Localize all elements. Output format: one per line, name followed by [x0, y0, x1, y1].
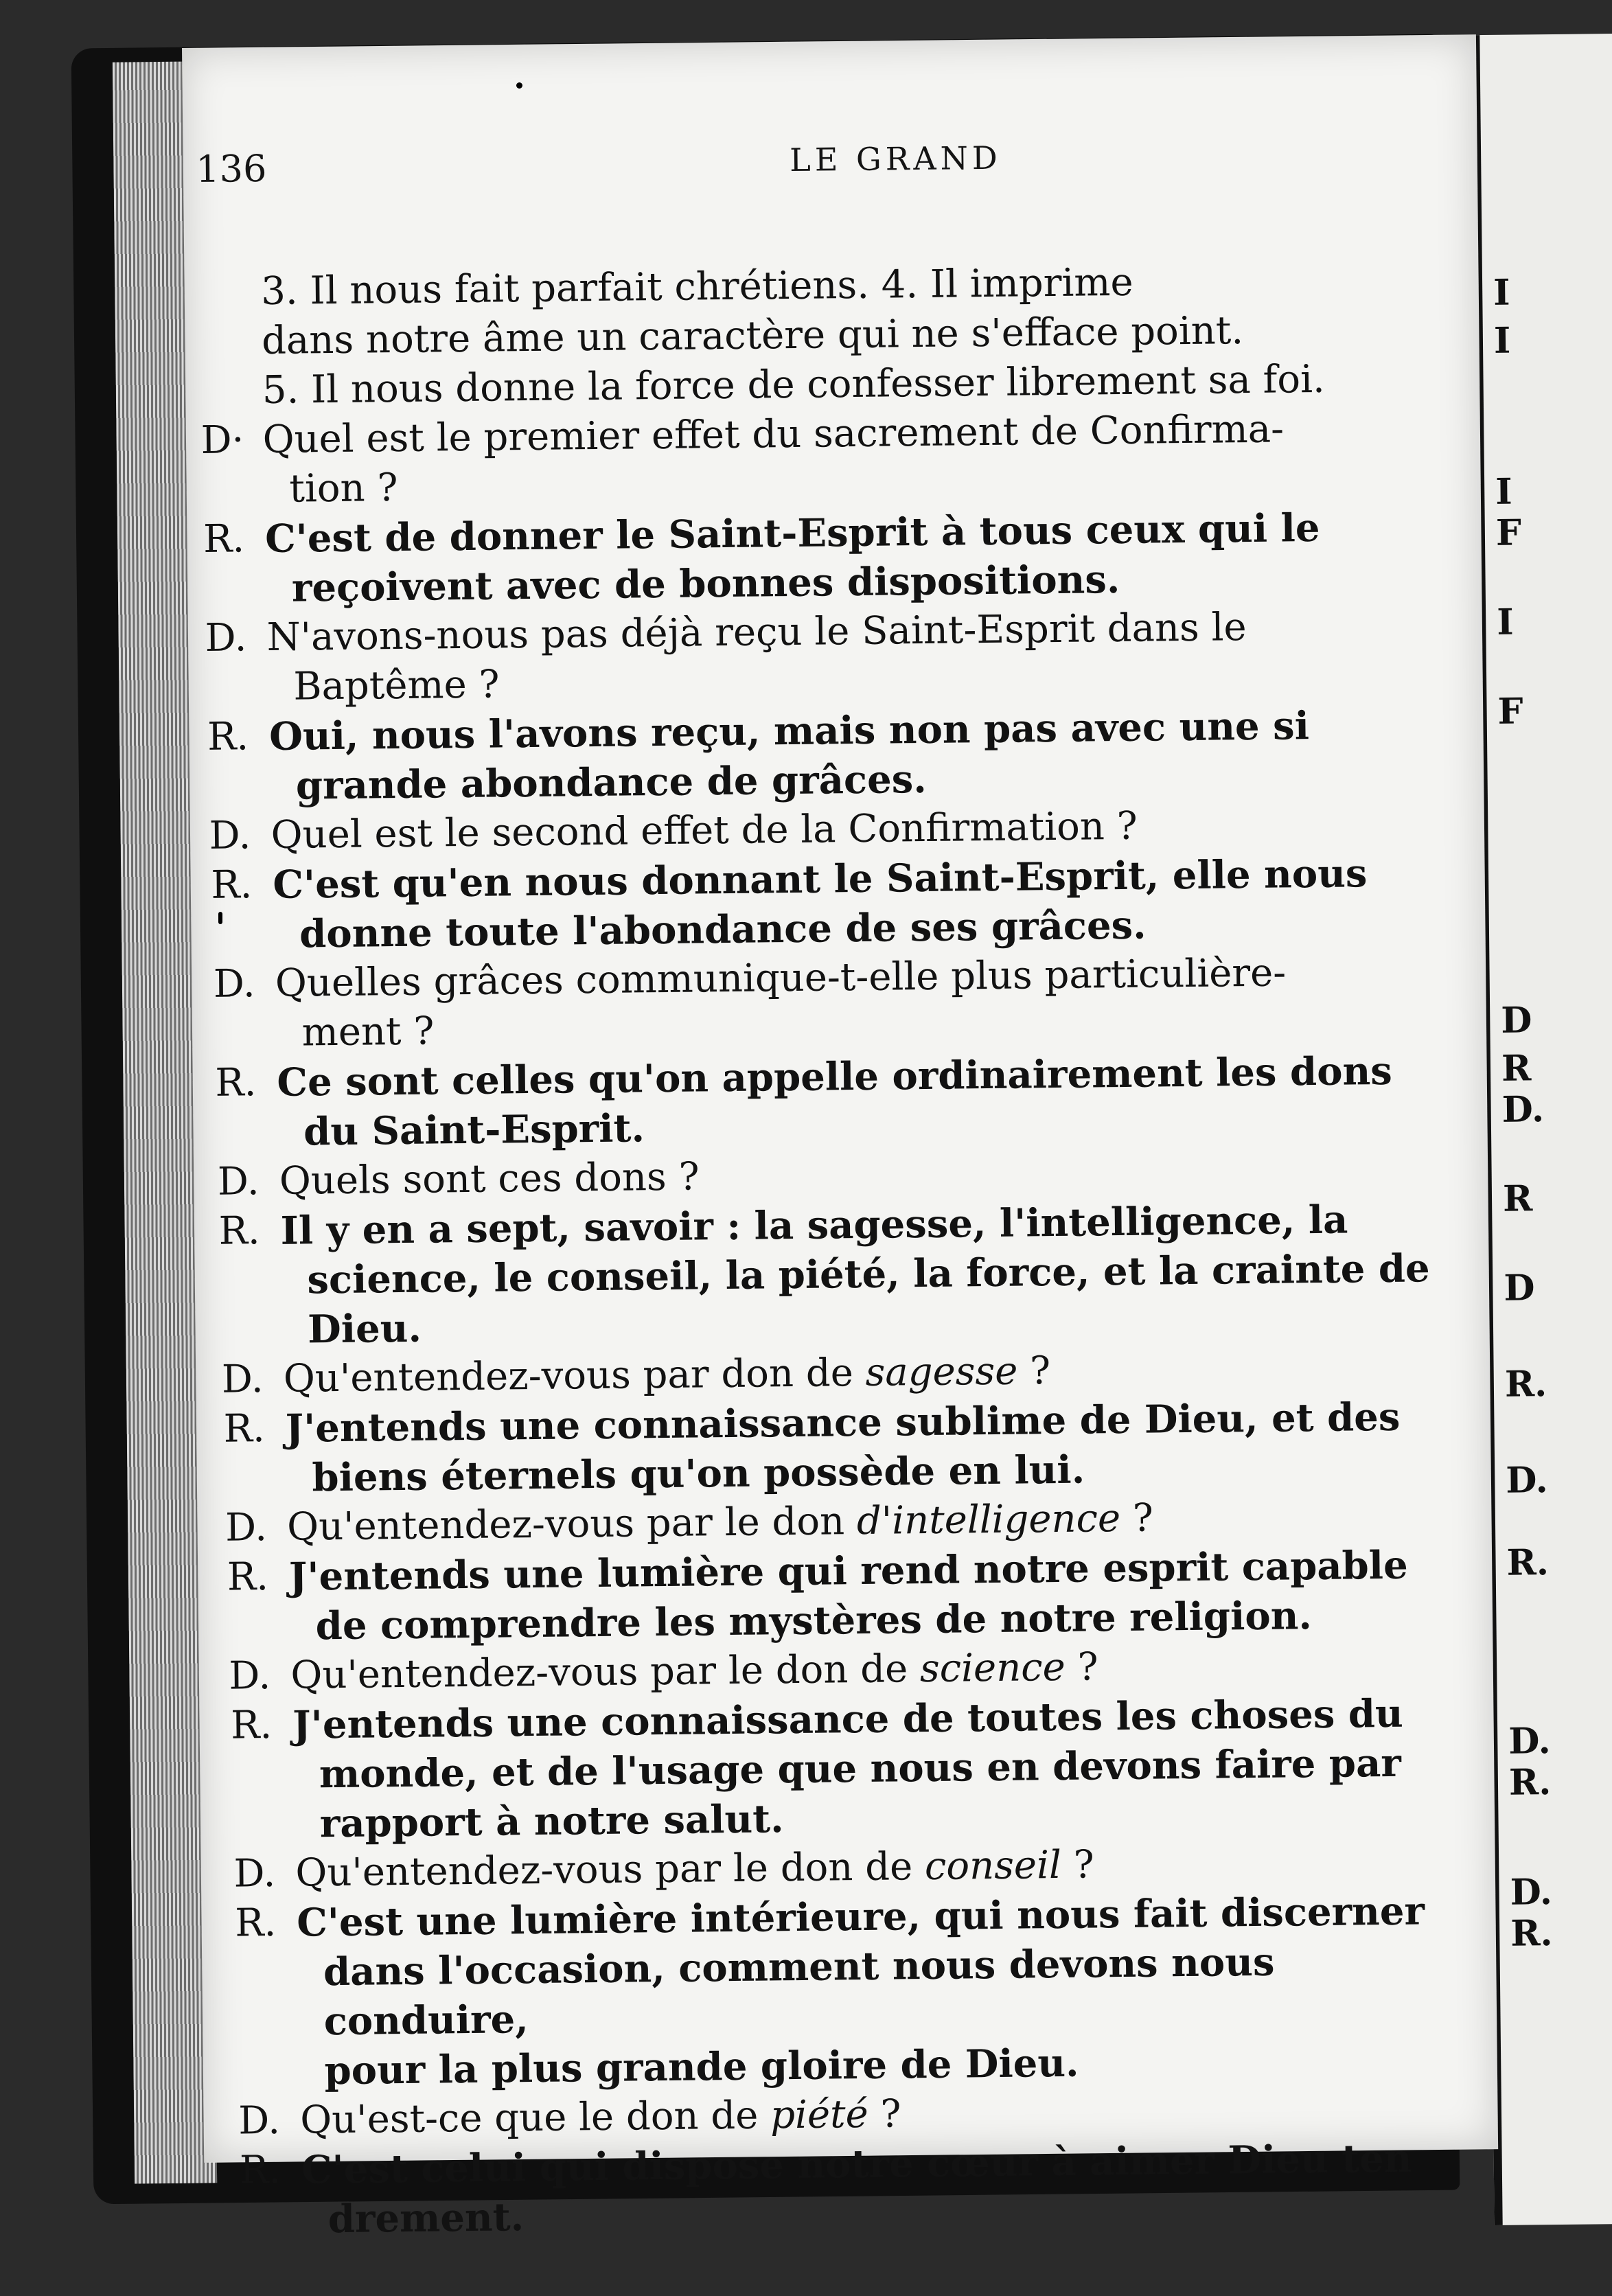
answer-entry [207, 700, 1433, 812]
entry-line: Quelles grâces communique-t-elle plus particulière- [275, 950, 1287, 1006]
running-head: LE GRAND [789, 139, 1002, 179]
italic-term: sagesse [865, 1348, 1018, 1395]
facing-page-fragment: R. [1510, 1912, 1553, 1955]
entry-punctuation: ? [1120, 1495, 1154, 1541]
italic-term: science [919, 1644, 1066, 1692]
facing-page-fragment: R. [1504, 1363, 1547, 1405]
intro-paragraph [199, 255, 1429, 416]
answer-entry [218, 1194, 1439, 1355]
facing-page-fragment: R [1501, 1047, 1532, 1090]
answer-entry [235, 1886, 1447, 2096]
entry-line: N'avons-nous pas déjà reçu le Saint-Esprit dans le [266, 605, 1247, 660]
question-answer-list [200, 403, 1449, 2245]
facing-page-fragment: D. [1510, 1871, 1553, 1914]
entry-line: Oui, nous l'avons reçu, mais non pas avec une si [268, 703, 1310, 759]
catechism-text [199, 255, 1449, 2245]
intro-line: 5. Il nous donne la force de confesser librement sa foi. [262, 356, 1326, 413]
entry-line: J'entends une connaissance sublime de Dieu, et des [285, 1394, 1401, 1451]
entry-text: Qu'entendez-vous par le don de [290, 1646, 921, 1698]
entry-line: Quel est le premier effet du sacrement de Confirma- [262, 406, 1285, 463]
entry-continuation-line: grande abondance de grâces. [295, 756, 928, 809]
entry-line: Quels sont ces dons ? [279, 1154, 700, 1204]
entry-text: Qu'entendez-vous par don de [283, 1350, 866, 1401]
facing-page-fragment: D [1501, 999, 1532, 1042]
italic-term: conseil [924, 1842, 1062, 1890]
entry-text: Qu'entendez-vous par le don [286, 1499, 857, 1550]
entry-text: Qu'entendez-vous par le don de [295, 1844, 925, 1896]
entry-text: Qu'est-ce que le don de [299, 2093, 771, 2143]
facing-page-fragment: F [1497, 690, 1523, 733]
italic-term: piété [770, 2091, 869, 2138]
entry-line: Il y en a sept, savoir : la sagesse, l'intelligence, la [280, 1197, 1348, 1254]
speaker-label: D. [205, 615, 247, 661]
facing-page-fragment: D [1504, 1267, 1535, 1309]
speaker-label: R. [230, 1703, 273, 1748]
entry-continuation-line: pour la plus grande gloire de Dieu. [324, 2040, 1079, 2094]
speaker-label: R. [234, 1900, 277, 1946]
entry-continuation-line: drement. [327, 2194, 525, 2242]
question-entry [214, 947, 1436, 1059]
answer-entry [240, 2133, 1449, 2245]
entry-punctuation: ? [1061, 1842, 1094, 1887]
facing-page-fragment: F [1495, 512, 1522, 554]
answer-entry [211, 848, 1435, 960]
page-header [196, 135, 1425, 209]
entry-continuation-line: rapport à notre salut. [319, 1796, 784, 1847]
speaker-label: D. [213, 961, 255, 1007]
entry-continuation-line: de comprendre les mystères de notre religion. [315, 1593, 1313, 1649]
entry-line: Quel est le second effet de la Confirmation ? [270, 803, 1138, 858]
speaker-label: D. [224, 1505, 268, 1550]
entry-continuation-line: du Saint-Esprit. [303, 1105, 645, 1155]
entry-continuation-line: biens éternels qu'on possède en lui. [312, 1447, 1085, 1501]
entry-punctuation: ? [1065, 1644, 1098, 1690]
facing-page-fragment: I [1495, 470, 1512, 513]
question-entry [205, 601, 1432, 713]
entry-line: Ce sont celles qu'on appelle ordinairement les dons [277, 1048, 1393, 1105]
entry-continuation-line: ment ? [301, 1009, 435, 1055]
entry-punctuation: ? [868, 2091, 901, 2137]
speaker-label: R. [215, 1060, 257, 1105]
ink-speck [218, 912, 222, 924]
entry-line: C'est qu'en nous donnant le Saint-Esprit, elle nous [273, 851, 1368, 908]
entry-punctuation: ? [1017, 1348, 1051, 1394]
entry-line: J'entends une lumière qui rend notre esprit capable [288, 1542, 1408, 1600]
facing-page-fragment: I [1493, 319, 1511, 362]
ink-speck [516, 82, 522, 89]
entry-line: J'entends une connaissance de toutes les choses du [292, 1690, 1404, 1748]
speaker-label: R. [223, 1406, 266, 1451]
speaker-label: D. [217, 1159, 260, 1204]
speaker-label: D. [238, 2098, 281, 2144]
facing-page-fragment: D. [1508, 1720, 1551, 1763]
answer-entry [231, 1688, 1444, 1849]
speaker-label: D. [233, 1850, 276, 1896]
intro-line: 3. Il nous fait parfait chrétiens. 4. Il imprime [261, 260, 1133, 314]
facing-page-fragment: I [1496, 601, 1514, 643]
speaker-label: D. [209, 813, 251, 858]
speaker-label: R. [239, 2147, 281, 2193]
facing-page-fragment: R. [1508, 1761, 1552, 1804]
entry-continuation-line: Dieu. [307, 1305, 422, 1353]
speaker-label: D. [221, 1357, 264, 1402]
answer-entry [215, 1046, 1437, 1158]
speaker-label: R. [207, 714, 249, 759]
speaker-label: R. [227, 1554, 269, 1600]
question-entry [200, 403, 1430, 515]
speaker-label: R. [218, 1208, 261, 1254]
answer-entry [203, 502, 1431, 614]
intro-line: dans notre âme un caractère qui ne s'efface point. [261, 308, 1244, 364]
entry-continuation-line: Baptême ? [293, 662, 500, 709]
facing-page-fragment: I [1493, 271, 1510, 314]
speaker-label: R. [203, 516, 245, 562]
entry-continuation-line: dans l'occasion, comment nous devons nous conduire, [323, 1939, 1275, 2045]
facing-page-fragment: R. [1506, 1541, 1550, 1584]
entry-line: C'est de donner le Saint-Esprit à tous ceux qui le [264, 505, 1320, 562]
facing-page-fragment: R [1502, 1178, 1533, 1220]
entry-line: C'est une lumière intérieure, qui nous fait discerner [296, 1888, 1425, 1946]
answer-entry [223, 1392, 1440, 1504]
entry-continuation-line: monde, et de l'usage que nous en devons faire par [319, 1740, 1402, 1798]
entry-continuation-line: donne toute l'abondance de ses grâces. [299, 902, 1147, 957]
page-number: 136 [196, 146, 267, 191]
facing-page-fragment: D. [1501, 1088, 1545, 1131]
italic-term: d'intelligence [856, 1496, 1121, 1544]
answer-entry [227, 1540, 1442, 1652]
entry-continuation-line: tion ? [289, 465, 398, 512]
facing-page-fragment: D. [1506, 1459, 1549, 1502]
entry-line: C'est celui qui dispose notre cœur à aimer Dieu ten [301, 2135, 1412, 2193]
speaker-label: D· [200, 417, 244, 463]
speaker-label: R. [211, 862, 253, 908]
entry-continuation-line: science, le conseil, la piété, la force, et la crainte de [307, 1245, 1430, 1303]
speaker-label: D. [229, 1653, 271, 1699]
entry-continuation-line: reçoivent avec de bonnes dispositions. [291, 556, 1120, 611]
